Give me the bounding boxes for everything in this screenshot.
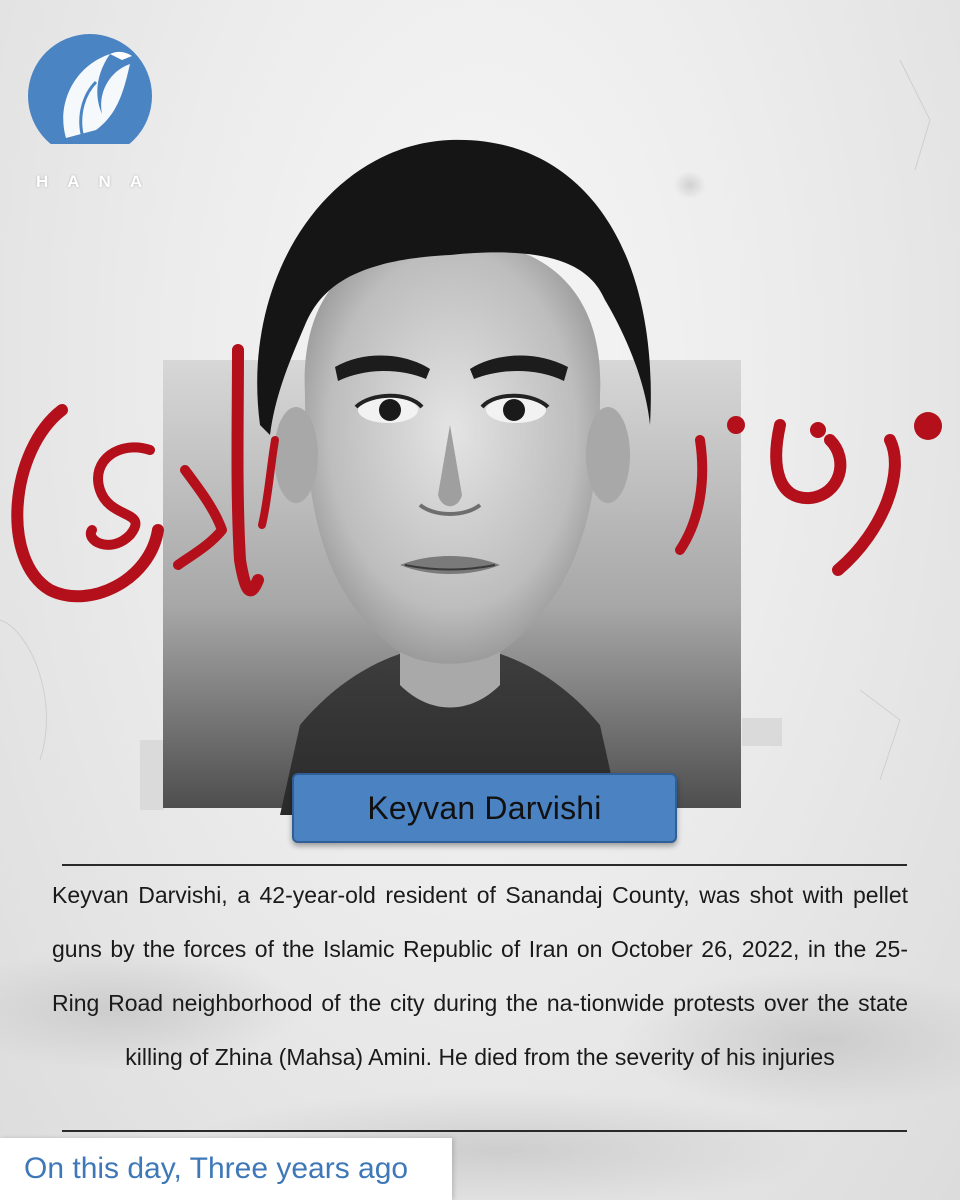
red-calligraphy-graffiti	[0, 330, 960, 630]
dove-icon	[26, 34, 154, 144]
person-name: Keyvan Darvishi	[367, 789, 602, 826]
name-label-box	[292, 773, 677, 843]
footer-text: On this day, Three years ago	[24, 1152, 409, 1185]
divider-bottom	[62, 1130, 907, 1132]
footer-banner	[0, 1138, 452, 1200]
divider-top	[62, 864, 907, 866]
hana-logo	[26, 34, 162, 191]
logo-text: HANA	[36, 172, 162, 191]
description-text: Keyvan Darvishi, a 42-year-old resident of Sanandaj County, was shot with pellet guns by the forces of the Islamic Republic of Iran on October 26, 2022, in the 25-Ring Road neighborhood of the city during the na-tionwide protests over the state killing of Zhina (Mahsa) Amini. He died from the severity of his injuries	[52, 882, 908, 1070]
